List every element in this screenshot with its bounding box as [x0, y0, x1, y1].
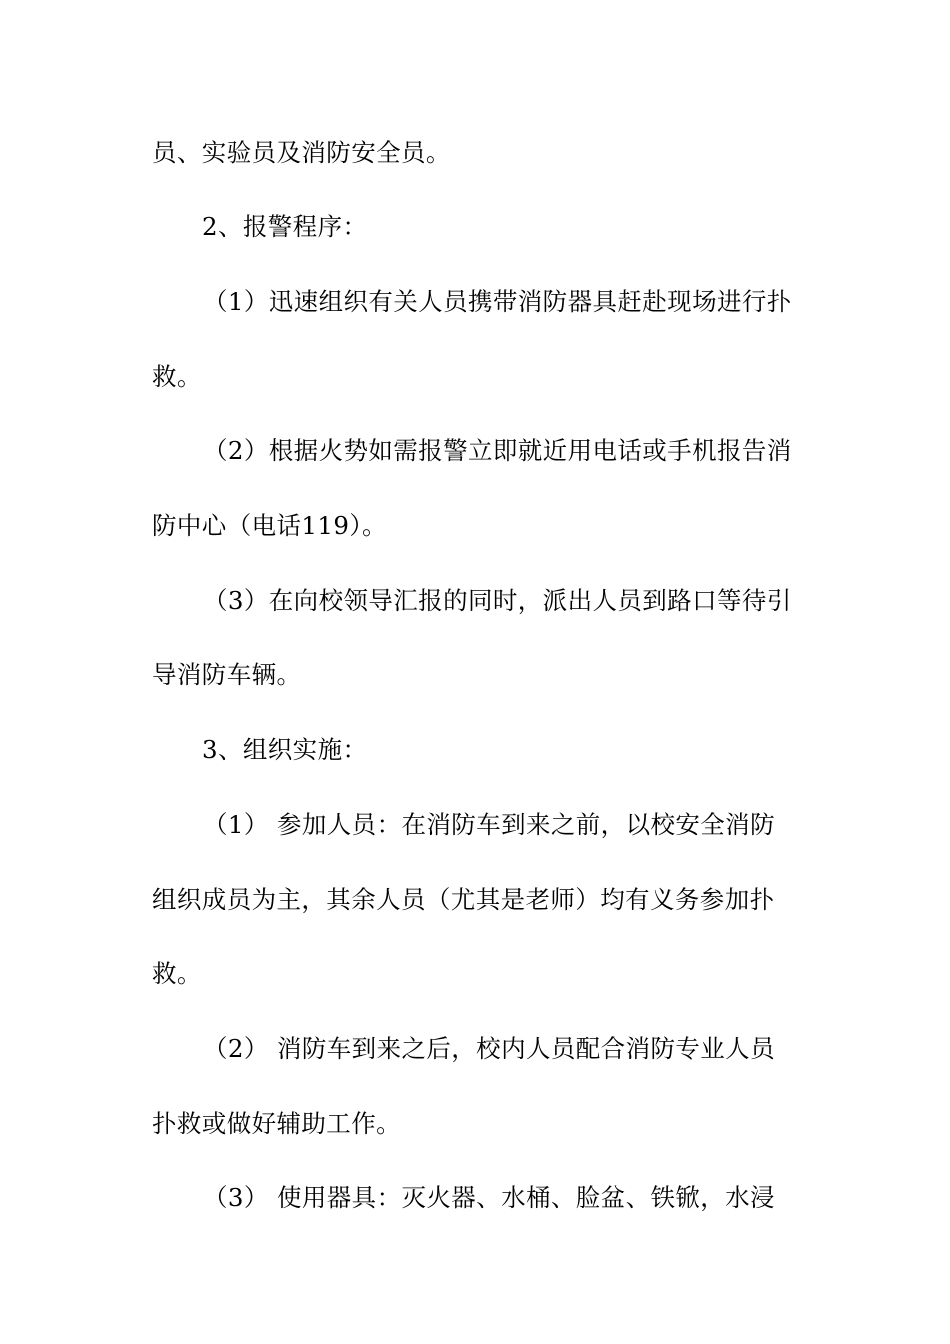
text-line-3: （1）迅速组织有关人员携带消防器具赶赴现场进行扑	[203, 287, 792, 316]
text-line-4: 救。	[152, 362, 202, 391]
text-line-9: 3、组织实施：	[202, 735, 368, 764]
text-line-10: （1） 参加人员：在消防车到来之前，以校安全消防	[203, 810, 775, 839]
text-line-1: 员、实验员及消防安全员。	[152, 138, 451, 167]
text-line-8: 导消防车辆。	[152, 660, 302, 689]
text-line-13: （2） 消防车到来之后，校内人员配合消防专业人员	[203, 1034, 775, 1063]
text-line-7: （3）在向校领导汇报的同时，派出人员到路口等待引	[203, 586, 792, 615]
text-line-5: （2）根据火势如需报警立即就近用电话或手机报告消	[203, 436, 792, 465]
text-line-11: 组织成员为主，其余人员（尤其是老师）均有义务参加扑	[152, 885, 775, 914]
text-line-6: 防中心（电话119）。	[152, 511, 387, 540]
text-line-12: 救。	[152, 959, 202, 988]
text-line-15: （3） 使用器具：灭火器、水桶、脸盆、铁锨，水浸	[203, 1183, 775, 1212]
text-line-2: 2、报警程序：	[202, 212, 368, 241]
text-line-14: 扑救或做好辅助工作。	[152, 1109, 401, 1138]
